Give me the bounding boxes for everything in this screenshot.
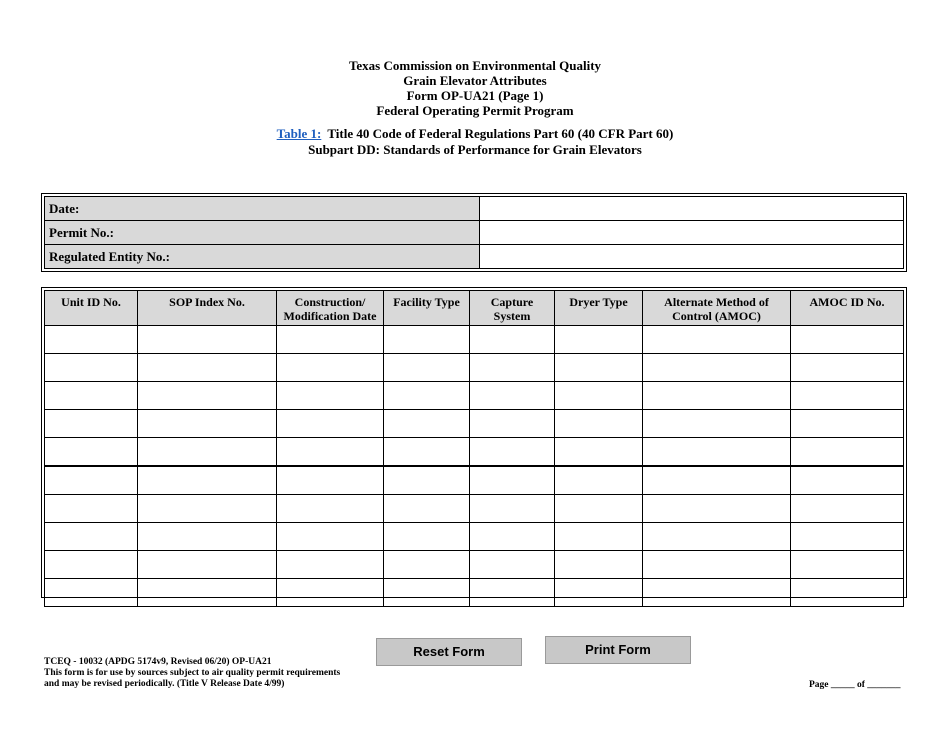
subpart-title: Subpart DD: Standards of Performance for Grain Elevators <box>308 142 642 157</box>
table-cell[interactable] <box>555 438 643 467</box>
table-cell[interactable] <box>277 579 384 607</box>
table-cell[interactable] <box>384 523 470 551</box>
table-cell[interactable] <box>555 551 643 579</box>
table-cell[interactable] <box>643 551 791 579</box>
table-cell[interactable] <box>791 410 904 438</box>
table-cell[interactable] <box>470 438 555 467</box>
permit-no-field[interactable] <box>480 221 904 245</box>
table-heading <box>0 126 950 158</box>
table-cell[interactable] <box>470 523 555 551</box>
table-cell[interactable] <box>138 495 277 523</box>
table-cell[interactable] <box>470 495 555 523</box>
table-cell[interactable] <box>791 466 904 495</box>
table-cell[interactable] <box>470 382 555 410</box>
program-title: Federal Operating Permit Program <box>376 103 574 118</box>
col-amoc-id: AMOC ID No. <box>791 291 904 326</box>
date-label: Date: <box>45 197 480 221</box>
table-cell[interactable] <box>277 523 384 551</box>
table-cell[interactable] <box>791 438 904 467</box>
table-row <box>45 354 904 382</box>
table-cell[interactable] <box>791 579 904 607</box>
col-capture-system: Capture System <box>470 291 555 326</box>
table-cell[interactable] <box>555 579 643 607</box>
table-cell[interactable] <box>384 326 470 354</box>
col-sop-index: SOP Index No. <box>138 291 277 326</box>
form-release-note: and may be revised periodically. (Title V Release Date 4/99) <box>44 679 285 689</box>
table-cell[interactable] <box>791 354 904 382</box>
table-cell[interactable] <box>470 410 555 438</box>
col-dryer-type: Dryer Type <box>555 291 643 326</box>
table-cell[interactable] <box>470 466 555 495</box>
table-row <box>45 551 904 579</box>
table-cell[interactable] <box>643 523 791 551</box>
table-cell[interactable] <box>555 382 643 410</box>
table-row <box>45 523 904 551</box>
col-unit-id: Unit ID No. <box>45 291 138 326</box>
table-cell[interactable] <box>277 326 384 354</box>
table-cell[interactable] <box>277 382 384 410</box>
table-row <box>45 579 904 607</box>
table-cell[interactable] <box>384 551 470 579</box>
table-cell[interactable] <box>45 354 138 382</box>
table-cell[interactable] <box>45 466 138 495</box>
form-footer <box>44 657 340 690</box>
table-cell[interactable] <box>277 354 384 382</box>
table-cell[interactable] <box>384 438 470 467</box>
table-cell[interactable] <box>555 326 643 354</box>
table-cell[interactable] <box>138 382 277 410</box>
table-cell[interactable] <box>470 551 555 579</box>
table-1-link[interactable]: Table 1: <box>276 126 322 141</box>
table-cell[interactable] <box>45 438 138 467</box>
table-row <box>45 382 904 410</box>
page-number: Page _____ of _______ <box>809 680 901 690</box>
table-cell[interactable] <box>45 579 138 607</box>
table-cell[interactable] <box>384 466 470 495</box>
col-amoc: Alternate Method of Control (AMOC) <box>643 291 791 326</box>
table-row <box>45 495 904 523</box>
table-cell[interactable] <box>45 523 138 551</box>
table-cell[interactable] <box>384 579 470 607</box>
table-cell[interactable] <box>470 326 555 354</box>
attributes-box <box>41 287 907 598</box>
table-cell[interactable] <box>138 523 277 551</box>
table-cell[interactable] <box>384 354 470 382</box>
table-cell[interactable] <box>277 495 384 523</box>
table-cell[interactable] <box>791 495 904 523</box>
table-cell[interactable] <box>555 466 643 495</box>
permit-no-label: Permit No.: <box>45 221 480 245</box>
form-subject: Grain Elevator Attributes <box>403 73 547 88</box>
regulation-title: Title 40 Code of Federal Regulations Part 60 (40 CFR Part 60) <box>327 126 674 141</box>
table-cell[interactable] <box>643 579 791 607</box>
print-form-button[interactable]: Print Form <box>545 636 691 664</box>
form-number: Form OP-UA21 (Page 1) <box>406 88 544 103</box>
table-cell[interactable] <box>643 495 791 523</box>
table-cell[interactable] <box>138 410 277 438</box>
table-cell[interactable] <box>555 354 643 382</box>
col-facility-type: Facility Type <box>384 291 470 326</box>
table-cell[interactable] <box>277 410 384 438</box>
table-cell[interactable] <box>470 579 555 607</box>
table-cell[interactable] <box>384 382 470 410</box>
form-revision: TCEQ - 10032 (APDG 5174v9, Revised 06/20) OP-UA21 <box>44 657 272 667</box>
col-construction-date: Construction/ Modification Date <box>277 291 384 326</box>
table-cell[interactable] <box>138 466 277 495</box>
table-cell[interactable] <box>45 551 138 579</box>
table-cell[interactable] <box>138 326 277 354</box>
attributes-table <box>44 290 904 607</box>
regulated-entity-field[interactable] <box>480 245 904 269</box>
reset-form-button[interactable]: Reset Form <box>376 638 522 666</box>
table-cell[interactable] <box>384 495 470 523</box>
table-cell[interactable] <box>555 523 643 551</box>
table-cell[interactable] <box>277 466 384 495</box>
table-cell[interactable] <box>138 438 277 467</box>
table-row <box>45 410 904 438</box>
table-cell[interactable] <box>555 410 643 438</box>
table-cell[interactable] <box>643 410 791 438</box>
table-cell[interactable] <box>138 579 277 607</box>
table-row <box>45 466 904 495</box>
table-cell[interactable] <box>138 551 277 579</box>
table-cell[interactable] <box>277 438 384 467</box>
table-cell[interactable] <box>791 382 904 410</box>
table-cell[interactable] <box>384 410 470 438</box>
table-cell[interactable] <box>45 495 138 523</box>
table-cell[interactable] <box>555 495 643 523</box>
info-table <box>44 196 904 269</box>
info-box <box>41 193 907 272</box>
table-row <box>45 438 904 467</box>
table-cell[interactable] <box>45 382 138 410</box>
table-cell[interactable] <box>277 551 384 579</box>
form-usage-note: This form is for use by sources subject to air quality permit requirements <box>44 668 341 678</box>
date-field[interactable] <box>480 197 904 221</box>
table-cell[interactable] <box>138 354 277 382</box>
form-header <box>0 58 950 118</box>
table-cell[interactable] <box>791 551 904 579</box>
table-cell[interactable] <box>791 326 904 354</box>
table-cell[interactable] <box>45 410 138 438</box>
table-row <box>45 326 904 354</box>
table-cell[interactable] <box>643 466 791 495</box>
table-cell[interactable] <box>643 326 791 354</box>
agency-title: Texas Commission on Environmental Quality <box>348 58 602 73</box>
table-cell[interactable] <box>45 326 138 354</box>
table-cell[interactable] <box>643 382 791 410</box>
table-cell[interactable] <box>643 354 791 382</box>
table-cell[interactable] <box>643 438 791 467</box>
table-cell[interactable] <box>470 354 555 382</box>
header-row <box>45 291 904 326</box>
attributes-body <box>45 326 904 607</box>
table-cell[interactable] <box>791 523 904 551</box>
regulated-entity-label: Regulated Entity No.: <box>45 245 480 269</box>
